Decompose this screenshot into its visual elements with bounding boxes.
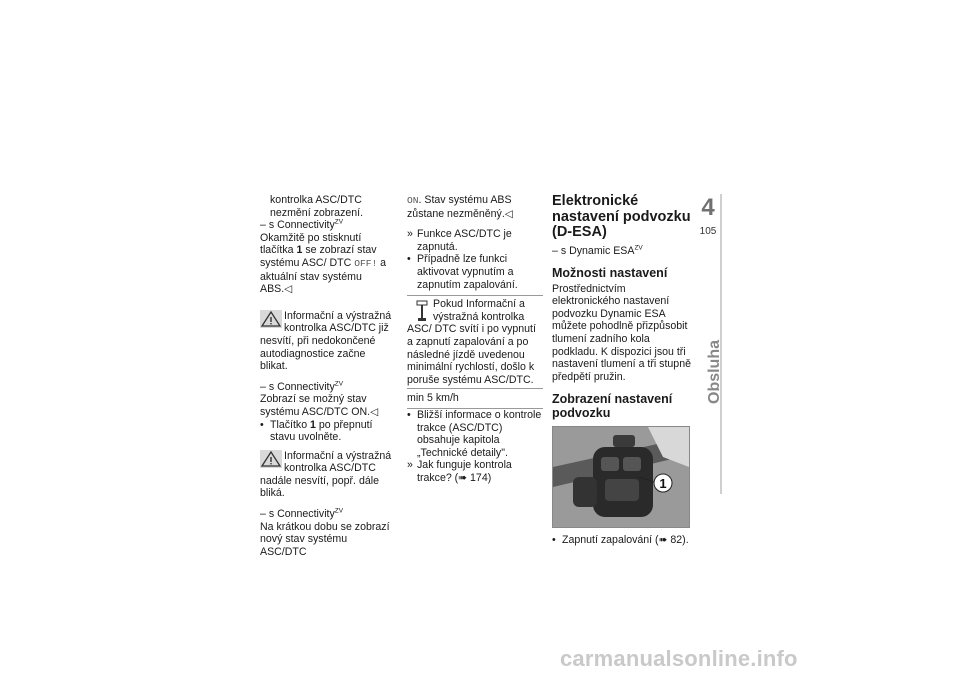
subsection-title: Zobrazení nastavení podvozku: [552, 392, 673, 420]
handlebar-switch-illustration: [553, 427, 689, 527]
paragraph: Zobrazí se možný stav systému ASC/DTC ON.◁: [260, 393, 379, 418]
warning-note: Informační a výstražná kontrolka ASC/DTC nadále nesvítí, popř. dále bliká.: [260, 449, 392, 500]
result-item: » Funkce ASC/DTC je zapnutá.: [407, 228, 512, 253]
column-3: [552, 194, 692, 547]
paragraph: Prostřednictvím elektronického nastavení podvozku Dynamic ESA můžete pohodlně přizpůsobit tlumení zadního kola podkladu. K dispozici jsou tři nastavení tlumení a tři stupně předpětí pružin.: [552, 282, 691, 383]
min-speed-value: min 5 km/h: [407, 388, 543, 408]
wrench-icon: [415, 300, 429, 322]
condition-line: [260, 219, 392, 232]
watermark: carmanualsonline.info: [560, 646, 798, 671]
condition-label: Connectivity: [277, 219, 335, 232]
specification-box: Pokud Informační a výstražná kontrolka ASC/ DTC svítí i po vypnutí a zapnutí zapalování a po následné jízdě uvedenou minimální rychlostí, došlo k poruše systému ASC/DTC. min 5 km/h: [407, 295, 543, 409]
warning-triangle-icon: [260, 310, 282, 328]
paragraph: Okamžitě po stisknutí tlačítka 1 se zobrazí stav systému ASC/ DTC OFF! a aktuální stav systému ABS.◁: [260, 231, 387, 296]
option-sup: ZV: [334, 218, 344, 226]
bullet-item: • Zapnutí zapalování (➠ 82).: [552, 534, 689, 547]
bullet-item: • Tlačítko 1 po přepnutí stavu uvolněte.: [260, 418, 373, 444]
callout-number: 1: [659, 476, 667, 492]
section-title: Elektronické nastavení podvozku (D-ESA): [552, 193, 691, 240]
condition-line: – s Connectivity$^{ZV}$: [260, 507, 344, 521]
chapter-tab: [694, 194, 722, 494]
chapter-title: Obsluha: [706, 339, 723, 404]
warning-note: Informační a výstražná kontrolka ASC/DTC již nesvítí, při nedokončené autodiagnostice začne blikat.: [260, 309, 392, 373]
warning-triangle-icon: [260, 450, 282, 468]
condition-line: – s Connectivity$^{ZV}$: [260, 380, 344, 393]
column-1: [260, 194, 392, 558]
handlebar-switch-photo: [552, 426, 690, 528]
bullet-item: • Případně lze funkci aktivovat vypnutím a zapnutím zapalování.: [407, 253, 518, 291]
subsection-title: Možnosti nastavení: [552, 266, 668, 281]
column-2: [407, 194, 543, 484]
result-item: » Jak funguje kontrola trakce? (➠ 174): [407, 459, 512, 484]
paragraph: ON. Stav systému ABS zůstane nezměněný.◁: [407, 194, 513, 220]
condition-line: – s Dynamic $ESA^{ZV}$: [552, 243, 643, 257]
chapter-number: 4: [701, 194, 715, 221]
paragraph: Na krátkou dobu se zobrazí nový stav systému ASC/DTC: [260, 520, 390, 558]
dash: – s: [260, 219, 275, 232]
text-continuation: kontrolka ASC/DTC nezmění zobrazení.: [270, 194, 364, 219]
bullet-item: • Bližší informace o kontrole trakce (ASC/DTC) obsahuje kapitola „Technické detaily".: [407, 408, 542, 459]
page-number: 105: [699, 226, 717, 237]
